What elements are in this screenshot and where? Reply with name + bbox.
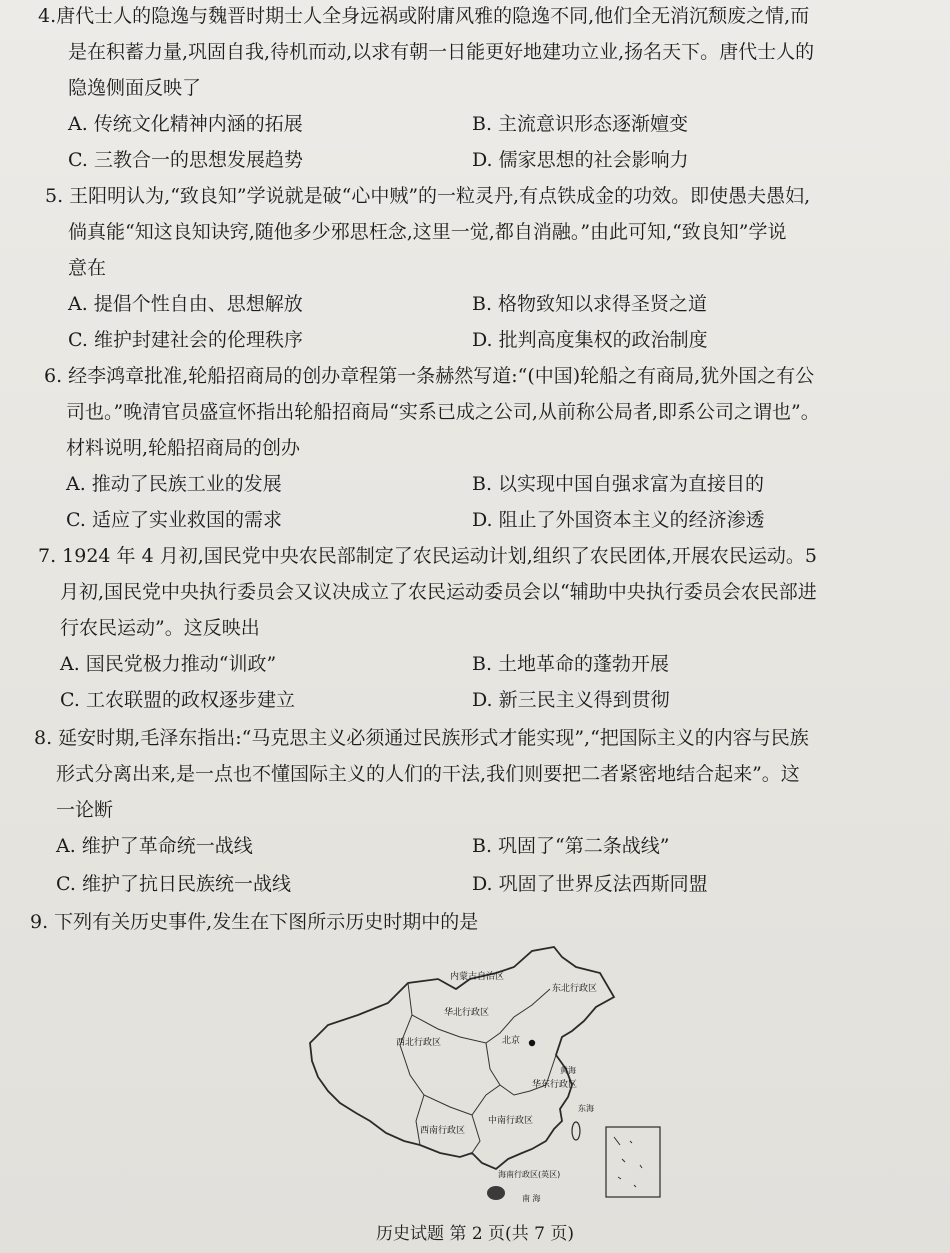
q4-option-a: A. 传统文化精神内涵的拓展 [68, 113, 303, 135]
map-label-neimenggu: 内蒙古自治区 [450, 972, 505, 982]
map-label-xinan: 西南行政区 [420, 1126, 466, 1136]
taiwan-island [572, 1122, 580, 1140]
map-label-nanhai: 南 海 [522, 1194, 541, 1203]
map-label-hainan: 海南行政区(英区) [498, 1170, 561, 1179]
map-label-donghai: 东海 [578, 1104, 594, 1113]
q7-stem-line-3: 行农民运动”。这反映出 [60, 617, 260, 639]
q8-option-b: B. 巩固了“第二条战线” [472, 835, 670, 857]
q9-stem-line-1: 9. 下列有关历史事件,发生在下图所示历史时期中的是 [30, 911, 479, 933]
q7-option-b: B. 土地革命的蓬勃开展 [472, 653, 670, 675]
q5-stem-line-1: 5. 王阳明认为,“致良知”学说就是破“心中贼”的一粒灵丹,有点铁成金的功效。即使愚夫愚妇, [45, 185, 811, 207]
q6-stem-line-2: 司也。”晚清官员盛宣怀指出轮船招商局“实系已成之公司,从前称公局者,即系公司之谓也”。 [66, 401, 820, 423]
q5-stem-line-2: 倘真能“知这良知诀窍,随他多少邪思枉念,这里一觉,都自消融。”由此可知,“致良知”学说 [68, 221, 787, 243]
map-label-huadong: 华东行政区 [532, 1080, 578, 1090]
q8-stem-line-3: 一论断 [56, 799, 114, 821]
q8-stem-line-2: 形式分离出来,是一点也不懂国际主义的人们的干法,我们则要把二者紧密地结合起来”。这 [56, 763, 800, 785]
q4-stem-line-2: 是在积蓄力量,巩固自我,待机而动,以求有朝一日能更好地建功立业,扬名天下。唐代士人的 [68, 41, 815, 63]
q4-stem-line-1: 4.唐代士人的隐逸与魏晋时期士人全身远祸或附庸风雅的隐逸不同,他们全无消沉颓废之情,而 [38, 5, 810, 27]
q7-option-a: A. 国民党极力推动“训政” [60, 653, 277, 675]
map-label-dongbei: 东北行政区 [552, 984, 598, 994]
q6-option-d: D. 阻止了外国资本主义的经济渗透 [472, 509, 765, 531]
map-label-huabei: 华北行政区 [444, 1008, 490, 1018]
q5-option-c: C. 维护封建社会的伦理秩序 [68, 329, 303, 351]
q5-option-d: D. 批判高度集权的政治制度 [472, 329, 708, 351]
q4-option-d: D. 儒家思想的社会影响力 [472, 149, 689, 171]
q7-option-d: D. 新三民主义得到贯彻 [472, 689, 670, 711]
map-label-zhongnan: 中南行政区 [488, 1116, 534, 1126]
q7-stem-line-2: 月初,国民党中央执行委员会又议决成立了农民运动委员会以“辅助中央执行委员会农民部进 [60, 581, 817, 603]
q5-stem-line-3: 意在 [68, 257, 107, 279]
q7-stem-line-1: 7. 1924 年 4 月初,国民党中央农民部制定了农民运动计划,组织了农民团体,开展农民运动。5 [38, 545, 817, 567]
q5-option-a: A. 提倡个性自由、思想解放 [68, 293, 303, 315]
q6-option-b: B. 以实现中国自强求富为直接目的 [472, 473, 765, 495]
q6-option-c: C. 适应了实业救国的需求 [66, 509, 282, 531]
q4-stem-line-3: 隐逸侧面反映了 [68, 77, 202, 99]
q8-option-c: C. 维护了抗日民族统一战线 [56, 873, 291, 895]
map-label-xibei: 西北行政区 [396, 1038, 442, 1048]
q5-option-b: B. 格物致知以求得圣贤之道 [472, 293, 708, 315]
china-administrative-region-map [300, 945, 670, 1215]
page-footer: 历史试题 第 2 页(共 7 页) [376, 1224, 574, 1244]
q6-option-a: A. 推动了民族工业的发展 [66, 473, 282, 495]
q6-stem-line-1: 6. 经李鸿章批准,轮船招商局的创办章程第一条赫然写道:“(中国)轮船之有商局,犹外国之有公 [44, 365, 815, 387]
q6-stem-line-3: 材料说明,轮船招商局的创办 [66, 437, 301, 459]
q7-option-c: C. 工农联盟的政权逐步建立 [60, 689, 295, 711]
q8-option-a: A. 维护了革命统一战线 [56, 835, 253, 857]
south-sea-inset-islands [614, 1137, 642, 1187]
q8-option-d: D. 巩固了世界反法西斯同盟 [472, 873, 708, 895]
map-label-beijing: 北京 [502, 1036, 521, 1046]
beijing-marker [529, 1040, 535, 1046]
q4-option-b: B. 主流意识形态逐渐嬗变 [472, 113, 689, 135]
hainan-island [487, 1186, 505, 1200]
q8-stem-line-1: 8. 延安时期,毛泽东指出:“马克思主义必须通过民族形式才能实现”,“把国际主义的内容与民族 [34, 727, 809, 749]
q4-option-c: C. 三教合一的思想发展趋势 [68, 149, 303, 171]
map-label-huanghai: 黄海 [560, 1066, 576, 1075]
